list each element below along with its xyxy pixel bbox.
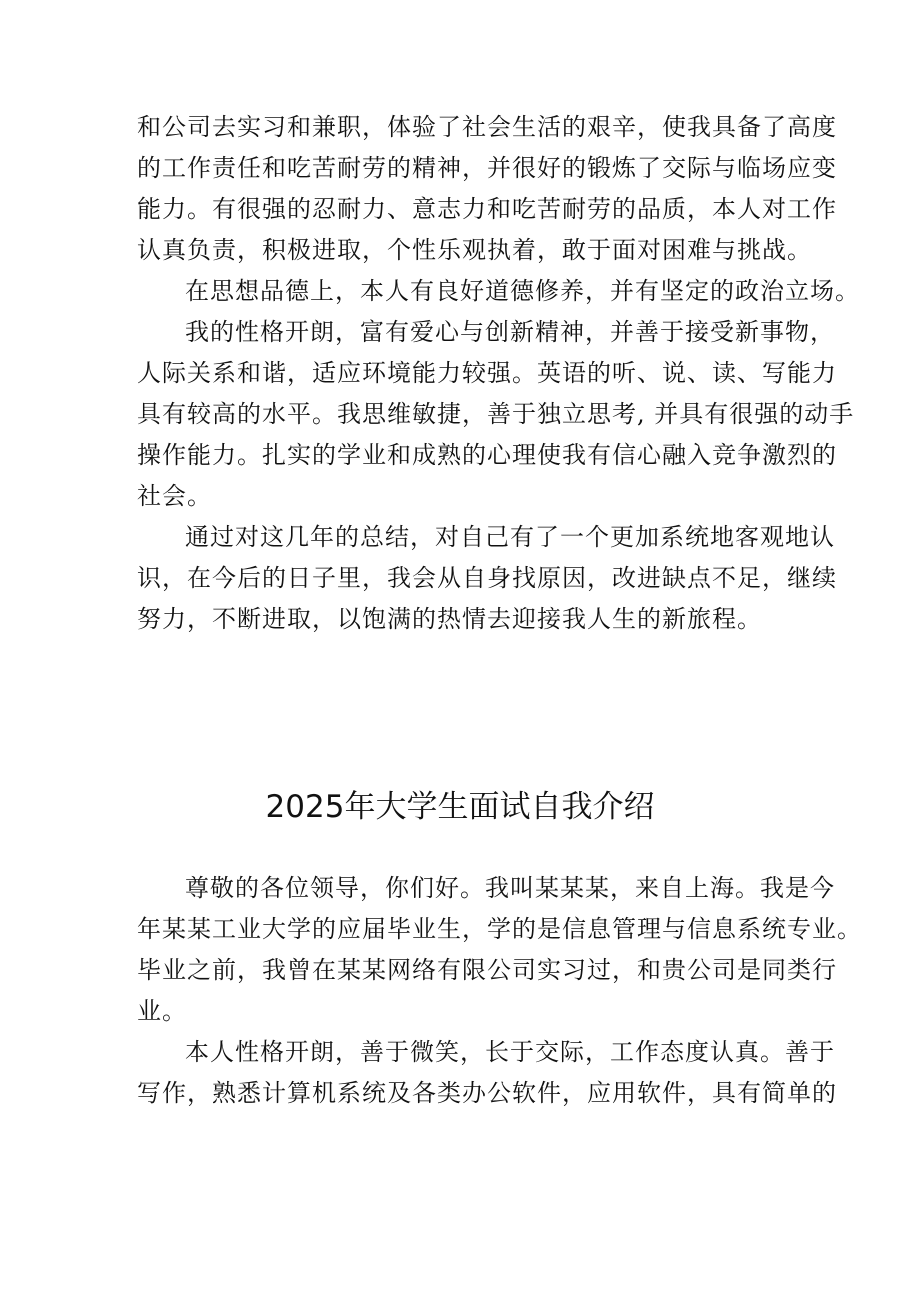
upper-text-block: [137, 107, 860, 640]
text-line: 和公司去实习和兼职，体验了社会生活的艰辛，使我具备了高度: [137, 113, 837, 141]
section-title: 2025年大学生面试自我介绍: [265, 789, 655, 825]
text-line: 通过对这几年的总结，对自己有了一个更加系统地客观地认: [185, 523, 835, 551]
text-line: 人际关系和谐，适应环境能力较强。英语的听、说、读、写能力: [137, 359, 837, 387]
text-line: 努力，不断进取，以饱满的热情去迎接我人生的新旅程。: [137, 605, 762, 633]
text-line: 操作能力。扎实的学业和成熟的心理使我有信心融入竞争激烈的: [137, 441, 837, 469]
text-line: 年某某工业大学的应届毕业生，学的是信息管理与信息系统专业。: [137, 915, 862, 943]
text-line: 毕业之前，我曾在某某网络有限公司实习过，和贵公司是同类行: [137, 956, 837, 984]
text-line: 写作，熟悉计算机系统及各类办公软件，应用软件，具有简单的: [137, 1079, 837, 1107]
text-line: 在思想品德上，本人有良好道德修养，并有坚定的政治立场。: [185, 277, 860, 305]
text-line: 我的性格开朗，富有爱心与创新精神，并善于接受新事物，: [185, 318, 835, 346]
text-line: 社会。: [137, 482, 212, 510]
text-line: 认真负责，积极进取，个性乐观执着，敢于面对困难与挑战。: [137, 236, 812, 264]
text-line: 本人性格开朗，善于微笑，长于交际，工作态度认真。善于: [185, 1038, 835, 1066]
text-line: 具有较高的水平。我思维敏捷，善于独立思考, 并具有很强的动手: [137, 400, 855, 428]
text-line: 尊敬的各位领导，你们好。我叫某某某，来自上海。我是今: [185, 874, 835, 902]
text-line: 业。: [137, 997, 187, 1025]
lower-text-block: [137, 868, 862, 1114]
text-line: 能力。有很强的忍耐力、意志力和吃苦耐劳的品质，本人对工作: [137, 195, 837, 223]
text-line: 的工作责任和吃苦耐劳的精神，并很好的锻炼了交际与临场应变: [137, 154, 837, 182]
text-line: 识，在今后的日子里，我会从自身找原因，改进缺点不足，继续: [137, 564, 837, 592]
